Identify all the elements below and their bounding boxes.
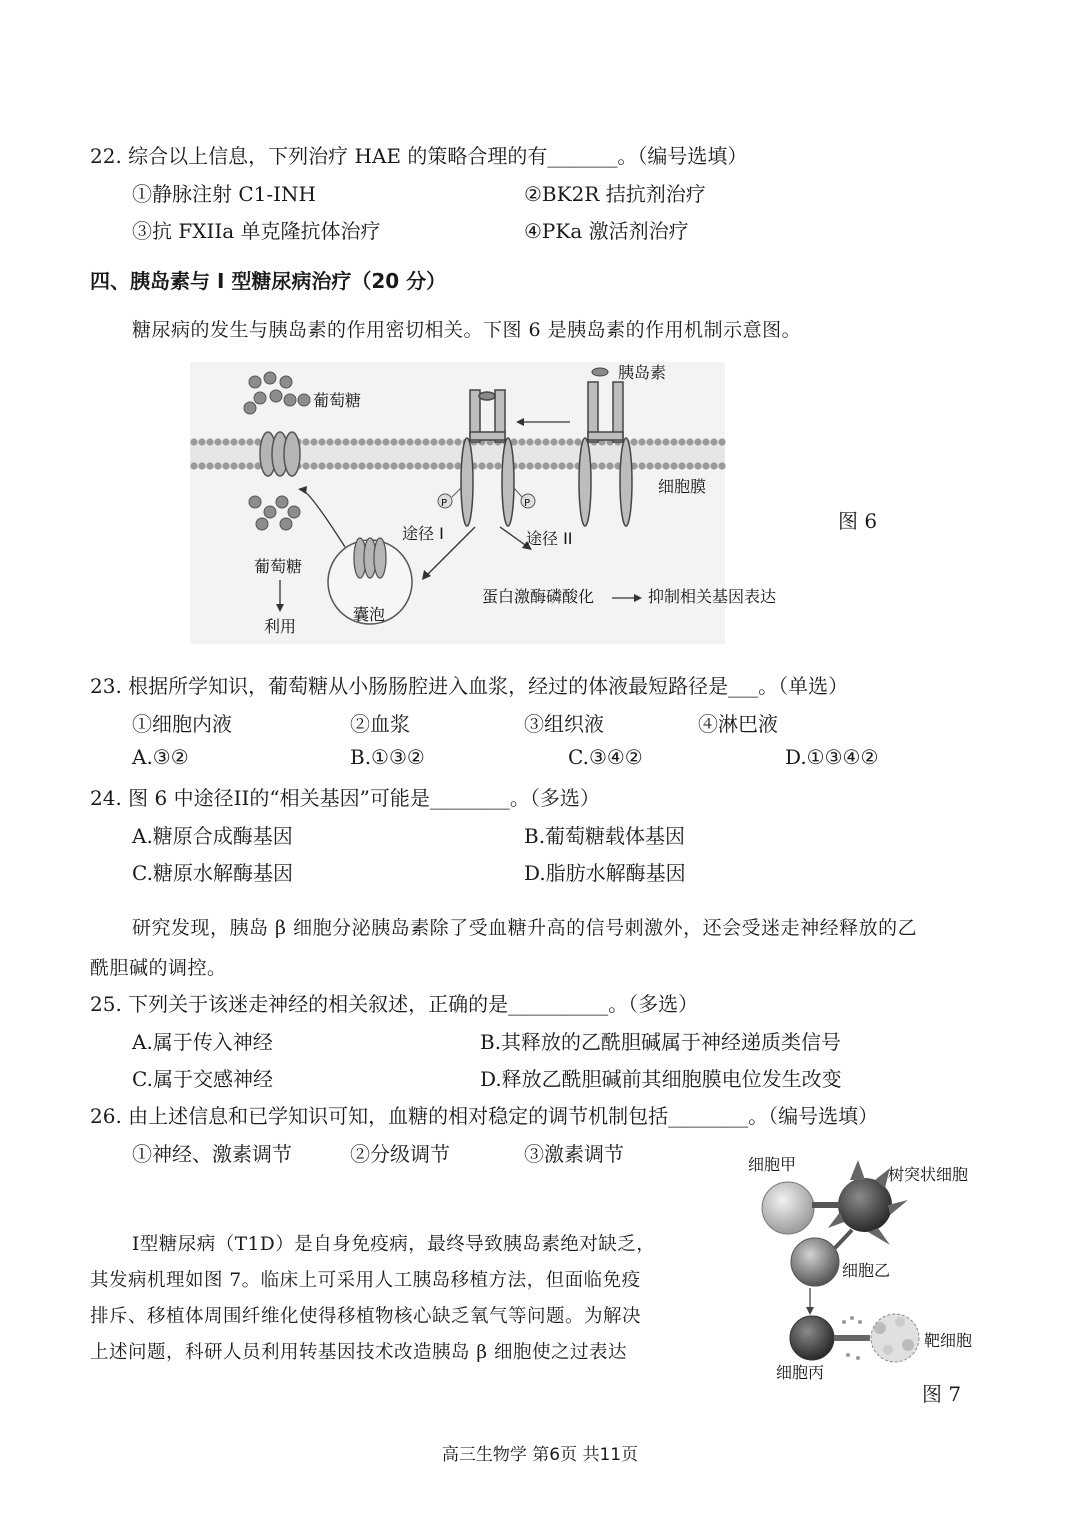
lipid-head [230, 462, 237, 469]
lipid-head [678, 462, 685, 469]
figure-7-caption: 图 7 [922, 1382, 962, 1406]
insulin-molecule [592, 368, 608, 376]
lipid-head [558, 462, 565, 469]
lipid-head [534, 462, 541, 469]
figure-6-caption: 图 6 [838, 509, 878, 533]
use-label: 利用 [264, 617, 297, 636]
lipid-head [694, 438, 701, 445]
lipid-head [478, 462, 485, 469]
research-line-2: 酰胆碱的调控。 [90, 957, 227, 979]
lipid-head [222, 438, 229, 445]
lipid-head [574, 438, 581, 445]
lipid-head [214, 438, 221, 445]
lipid-head [566, 462, 573, 469]
lipid-head [486, 462, 493, 469]
lipid-head [358, 462, 365, 469]
lipid-head [334, 438, 341, 445]
lipid-head [630, 438, 637, 445]
glucose-label-bottom: 葡萄糖 [254, 557, 303, 576]
lipid-head [454, 438, 461, 445]
figure-7-diagram [740, 1150, 990, 1382]
glucose-label-top: 葡萄糖 [313, 391, 362, 410]
target-cell-label: 靶细胞 [924, 1331, 973, 1350]
svg-text:P: P [441, 498, 448, 509]
lipid-head [638, 462, 645, 469]
lipid-head [230, 438, 237, 445]
lipid-head [686, 462, 693, 469]
lipid-head [366, 438, 373, 445]
lipid-head [710, 438, 717, 445]
lipid-head [494, 462, 501, 469]
lipid-head [534, 438, 541, 445]
page-footer: 高三生物学 第6页 共11页 [441, 1445, 639, 1465]
q23-item-1: ①细胞内液 [132, 712, 232, 736]
lipid-head [326, 462, 333, 469]
lipid-head [646, 462, 653, 469]
lipid-head [702, 462, 709, 469]
pathway-1-label: 途径 I [402, 524, 444, 543]
phosphorylation-label: 蛋白激酶磷酸化 [482, 587, 595, 606]
q25-stem: 25. 下列关于该迷走神经的相关叙述，正确的是__________。（多选） [90, 992, 699, 1016]
figure-6-diagram [190, 362, 777, 644]
lipid-head [430, 438, 437, 445]
lipid-head [654, 462, 661, 469]
lipid-head [190, 438, 197, 445]
lipid-head [438, 462, 445, 469]
lipid-head [406, 438, 413, 445]
lipid-head [246, 438, 253, 445]
lipid-head [438, 438, 445, 445]
q23-item-3: ③组织液 [524, 712, 604, 736]
lipid-head [406, 462, 413, 469]
q23-choice-d: D.①③④② [785, 745, 879, 769]
insulin-label: 胰岛素 [618, 363, 667, 382]
lipid-head [398, 438, 405, 445]
lipid-head [686, 438, 693, 445]
cell-c [790, 1316, 834, 1360]
lipid-head [302, 462, 309, 469]
lipid-head [318, 462, 325, 469]
lipid-head [678, 438, 685, 445]
lipid-head [238, 438, 245, 445]
lipid-head [542, 462, 549, 469]
q23-choice-b: B.①③② [350, 745, 425, 769]
lipid-head [374, 462, 381, 469]
lipid-head [342, 438, 349, 445]
q24-choice-a: A.糖原合成酶基因 [132, 824, 293, 848]
lipid-head [190, 462, 197, 469]
lipid-head [694, 462, 701, 469]
lipid-head [518, 462, 525, 469]
cell-b [791, 1238, 839, 1286]
glucose-transporter [260, 432, 300, 476]
lipid-head [526, 462, 533, 469]
lipid-head [334, 462, 341, 469]
lipid-head [302, 438, 309, 445]
q24-choice-b: B.葡萄糖载体基因 [524, 824, 686, 848]
lipid-head [542, 438, 549, 445]
lipid-head [526, 438, 533, 445]
q22-stem: 22. 综合以上信息，下列治疗 HAE 的策略合理的有_______。（编号选填） [90, 144, 748, 168]
lipid-head [446, 438, 453, 445]
lipid-head [702, 438, 709, 445]
lipid-head [310, 462, 317, 469]
lipid-head [414, 462, 421, 469]
research-line-1: 研究发现，胰岛 β 细胞分泌胰岛素除了受血糖升高的信号刺激外，还会受迷走神经释放的乙 [132, 917, 918, 939]
lipid-head [670, 438, 677, 445]
lipid-head [350, 462, 357, 469]
lipid-head [638, 438, 645, 445]
lipid-head [246, 462, 253, 469]
q25-choice-c: C.属于交感神经 [132, 1067, 273, 1091]
lipid-head [222, 462, 229, 469]
lipid-head [446, 462, 453, 469]
q23-choice-a: A.③② [132, 745, 189, 769]
lipid-head [206, 438, 213, 445]
section-intro: 糖尿病的发生与胰岛素的作用密切相关。下图 6 是胰岛素的作用机制示意图。 [132, 319, 802, 341]
lipid-head [558, 438, 565, 445]
q25-choice-b: B.其释放的乙酰胆碱属于神经递质类信号 [480, 1030, 842, 1054]
lipid-head [422, 462, 429, 469]
lipid-head [718, 438, 725, 445]
lipid-head [342, 462, 349, 469]
lipid-head [198, 462, 205, 469]
q22-option-1: ①静脉注射 C1-INH [132, 182, 316, 206]
t1d-line-4: 上述问题，科研人员利用转基因技术改造胰岛 β 细胞使之过表达 [90, 1342, 627, 1363]
q24-stem: 24. 图 6 中途径II的“相关基因”可能是________。（多选） [90, 786, 600, 810]
lipid-head [422, 438, 429, 445]
q22-option-2: ②BK2R 拮抗剂治疗 [524, 182, 706, 206]
t1d-line-1: I型糖尿病（T1D）是自身免疫病，最终导致胰岛素绝对缺乏， [132, 1234, 656, 1255]
cell-a [762, 1182, 814, 1234]
q25-choice-d: D.释放乙酰胆碱前其细胞膜电位发生改变 [480, 1067, 842, 1091]
lipid-head [214, 462, 221, 469]
section-heading: 四、胰岛素与 I 型糖尿病治疗（20 分） [90, 269, 447, 293]
lipid-head [390, 438, 397, 445]
cell-a-label: 细胞甲 [748, 1155, 797, 1174]
q26-item-1: ①神经、激素调节 [132, 1142, 292, 1166]
q24-choice-d: D.脂肪水解酶基因 [524, 861, 686, 885]
q23-choice-c: C.③④② [568, 745, 643, 769]
dendritic-cell-label: 树突状细胞 [888, 1165, 969, 1184]
lipid-head [318, 438, 325, 445]
lipid-head [390, 462, 397, 469]
membrane-label: 细胞膜 [658, 477, 707, 496]
q26-item-3: ③激素调节 [524, 1142, 624, 1166]
lipid-head [238, 462, 245, 469]
cell-b-label: 细胞乙 [842, 1261, 891, 1280]
lipid-head [566, 438, 573, 445]
lipid-head [662, 462, 669, 469]
lipid-head [430, 462, 437, 469]
lipid-head [550, 462, 557, 469]
target-cell [871, 1314, 919, 1362]
q23-stem: 23. 根据所学知识，葡萄糖从小肠肠腔进入血浆，经过的体液最短路径是___。（单选） [90, 674, 849, 698]
q23-item-2: ②血浆 [350, 712, 410, 736]
lipid-head [598, 462, 605, 469]
lipid-head [654, 438, 661, 445]
lipid-head [670, 462, 677, 469]
lipid-head [198, 438, 205, 445]
lipid-head [358, 438, 365, 445]
lipid-head [206, 462, 213, 469]
q22-option-4: ④PKa 激活剂治疗 [524, 219, 689, 243]
lipid-head [646, 438, 653, 445]
lipid-head [310, 438, 317, 445]
lipid-head [414, 438, 421, 445]
lipid-head [606, 462, 613, 469]
q26-item-2: ②分级调节 [350, 1142, 450, 1166]
q24-choice-c: C.糖原水解酶基因 [132, 861, 293, 885]
lipid-head [350, 438, 357, 445]
lipid-head [366, 462, 373, 469]
lipid-head [326, 438, 333, 445]
vesicle-label: 囊泡 [353, 605, 386, 624]
q25-choice-a: A.属于传入神经 [132, 1030, 273, 1054]
lipid-head [398, 462, 405, 469]
q23-item-4: ④淋巴液 [698, 712, 778, 736]
pathway-2-label: 途径 II [526, 529, 573, 548]
lipid-head [382, 438, 389, 445]
lipid-head [718, 462, 725, 469]
lipid-head [550, 438, 557, 445]
q22-option-3: ③抗 FXIIa 单克隆抗体治疗 [132, 219, 381, 243]
t1d-line-2: 其发病机理如图 7。临床上可采用人工胰岛移植方法，但面临免疫 [90, 1270, 641, 1291]
t1d-line-3: 排斥、移植体周围纤维化使得移植物核心缺乏氧气等问题。为解决 [90, 1306, 642, 1327]
q26-stem: 26. 由上述信息和已学知识可知，血糖的相对稳定的调节机制包括________。（编号选填） [90, 1104, 879, 1128]
lipid-head [374, 438, 381, 445]
lipid-head [710, 462, 717, 469]
lipid-head [382, 462, 389, 469]
lipid-head [662, 438, 669, 445]
lipid-head [518, 438, 525, 445]
svg-text:P: P [524, 498, 531, 509]
inhibit-label: 抑制相关基因表达 [648, 587, 777, 606]
cell-c-label: 细胞丙 [776, 1363, 825, 1382]
